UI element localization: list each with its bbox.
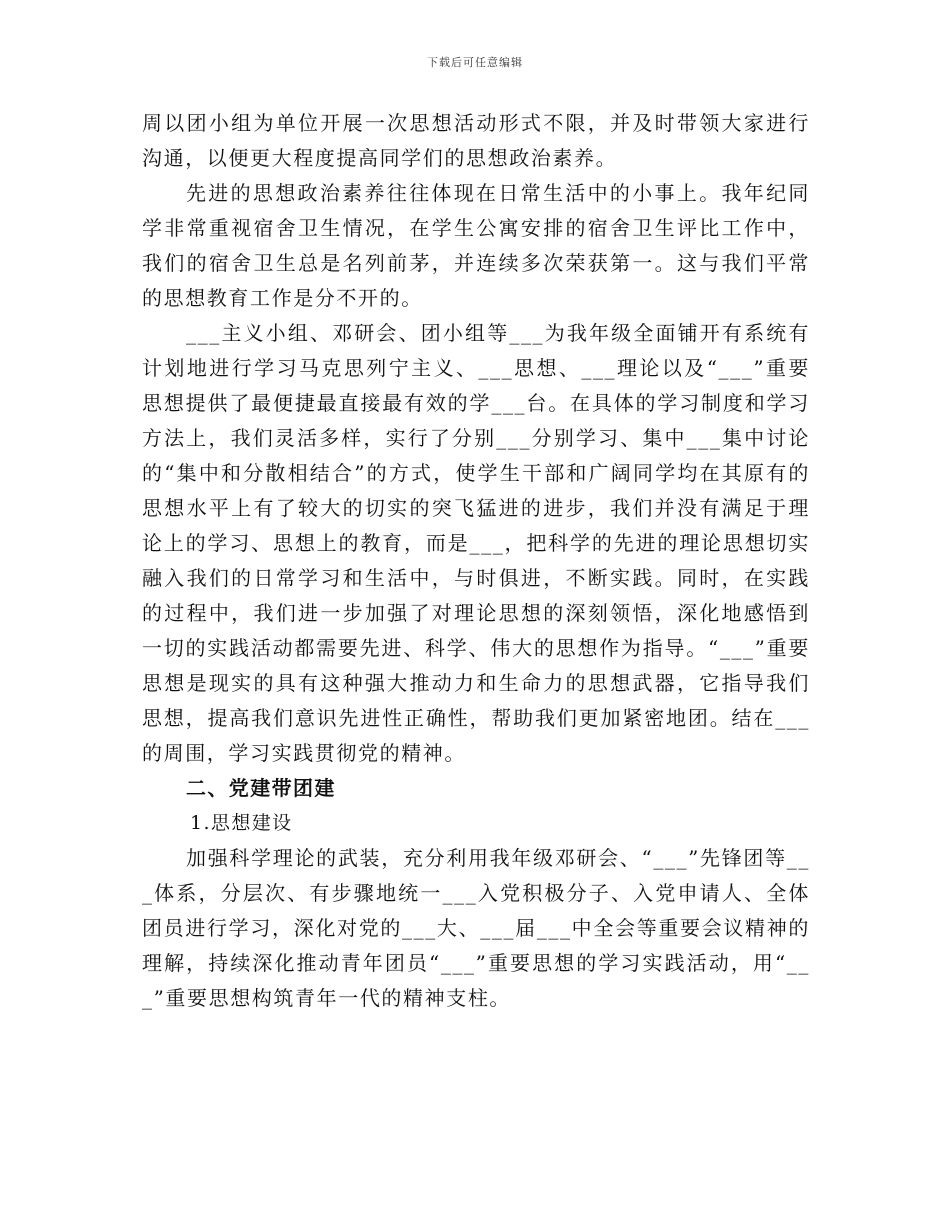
subsection-heading: 1.思想建设 — [190, 812, 293, 834]
page-header: 下载后可任意编辑 — [427, 56, 523, 69]
paragraph-dorm-hygiene: 先进的思想政治素养往往体现在日常生活中的小事上。我年纪同学非常重视宿舍卫生情况，在学生公寓安排的宿舍卫生评比工作中，我们的宿舍卫生总是名列前茅，并连续多次荣获第一。这与我们平常的思想教育工作是分不开的。 — [142, 181, 810, 310]
document-body — [142, 106, 810, 1016]
paragraph-ideological-building: 加强科学理论的武装，充分利用我年级邓研会、“___”先锋团等___体系，分层次、有步骤地统一___入党积极分子、入党申请人、全体团员进行学习，深化对党的___大、___届___中全会等重要会议精神的理解，持续深化推动青年团员“___”重要思想的学习实践活动，用“___”重要思想构筑青年一代的精神支柱。 — [142, 846, 810, 1010]
paragraph-continuation: 周以团小组为单位开展一次思想活动形式不限，并及时带领大家进行沟通，以便更大程度提高同学们的思想政治素养。 — [142, 111, 810, 170]
paragraph-study-groups: ___主义小组、邓研会、团小组等___为我年级全面铺开有系统有计划地进行学习马克思列宁主义、___思想、___理论以及“___”重要思想提供了最便捷最直接最有效的学___台。在具体的学习制度和学习方法上，我们灵活多样，实行了分别___分别学习、集中___集中讨论的“集中和分散相结合”的方式，使学生干部和广阔同学均在其原有的思想水平上有了较大的切实的突飞猛进的进步，我们并没有满足于理论上的学习、思想上的教育，而是___，把科学的先进的理论思想切实融入我们的日常学习和生活中，与时俱进，不断实践。同时，在实践的过程中，我们进一步加强了对理论思想的深刻领悟，深化地感悟到一切的实践活动都需要先进、科学、伟大的思想作为指导。“___”重要思想是现实的具有这种强大推动力和生命力的思想武器，它指导我们思想，提高我们意识先进性正确性，帮助我们更加紧密地团。结在___的周围，学习实践贯彻党的精神。 — [142, 321, 810, 765]
section-heading: 二、党建带团建 — [186, 776, 336, 800]
